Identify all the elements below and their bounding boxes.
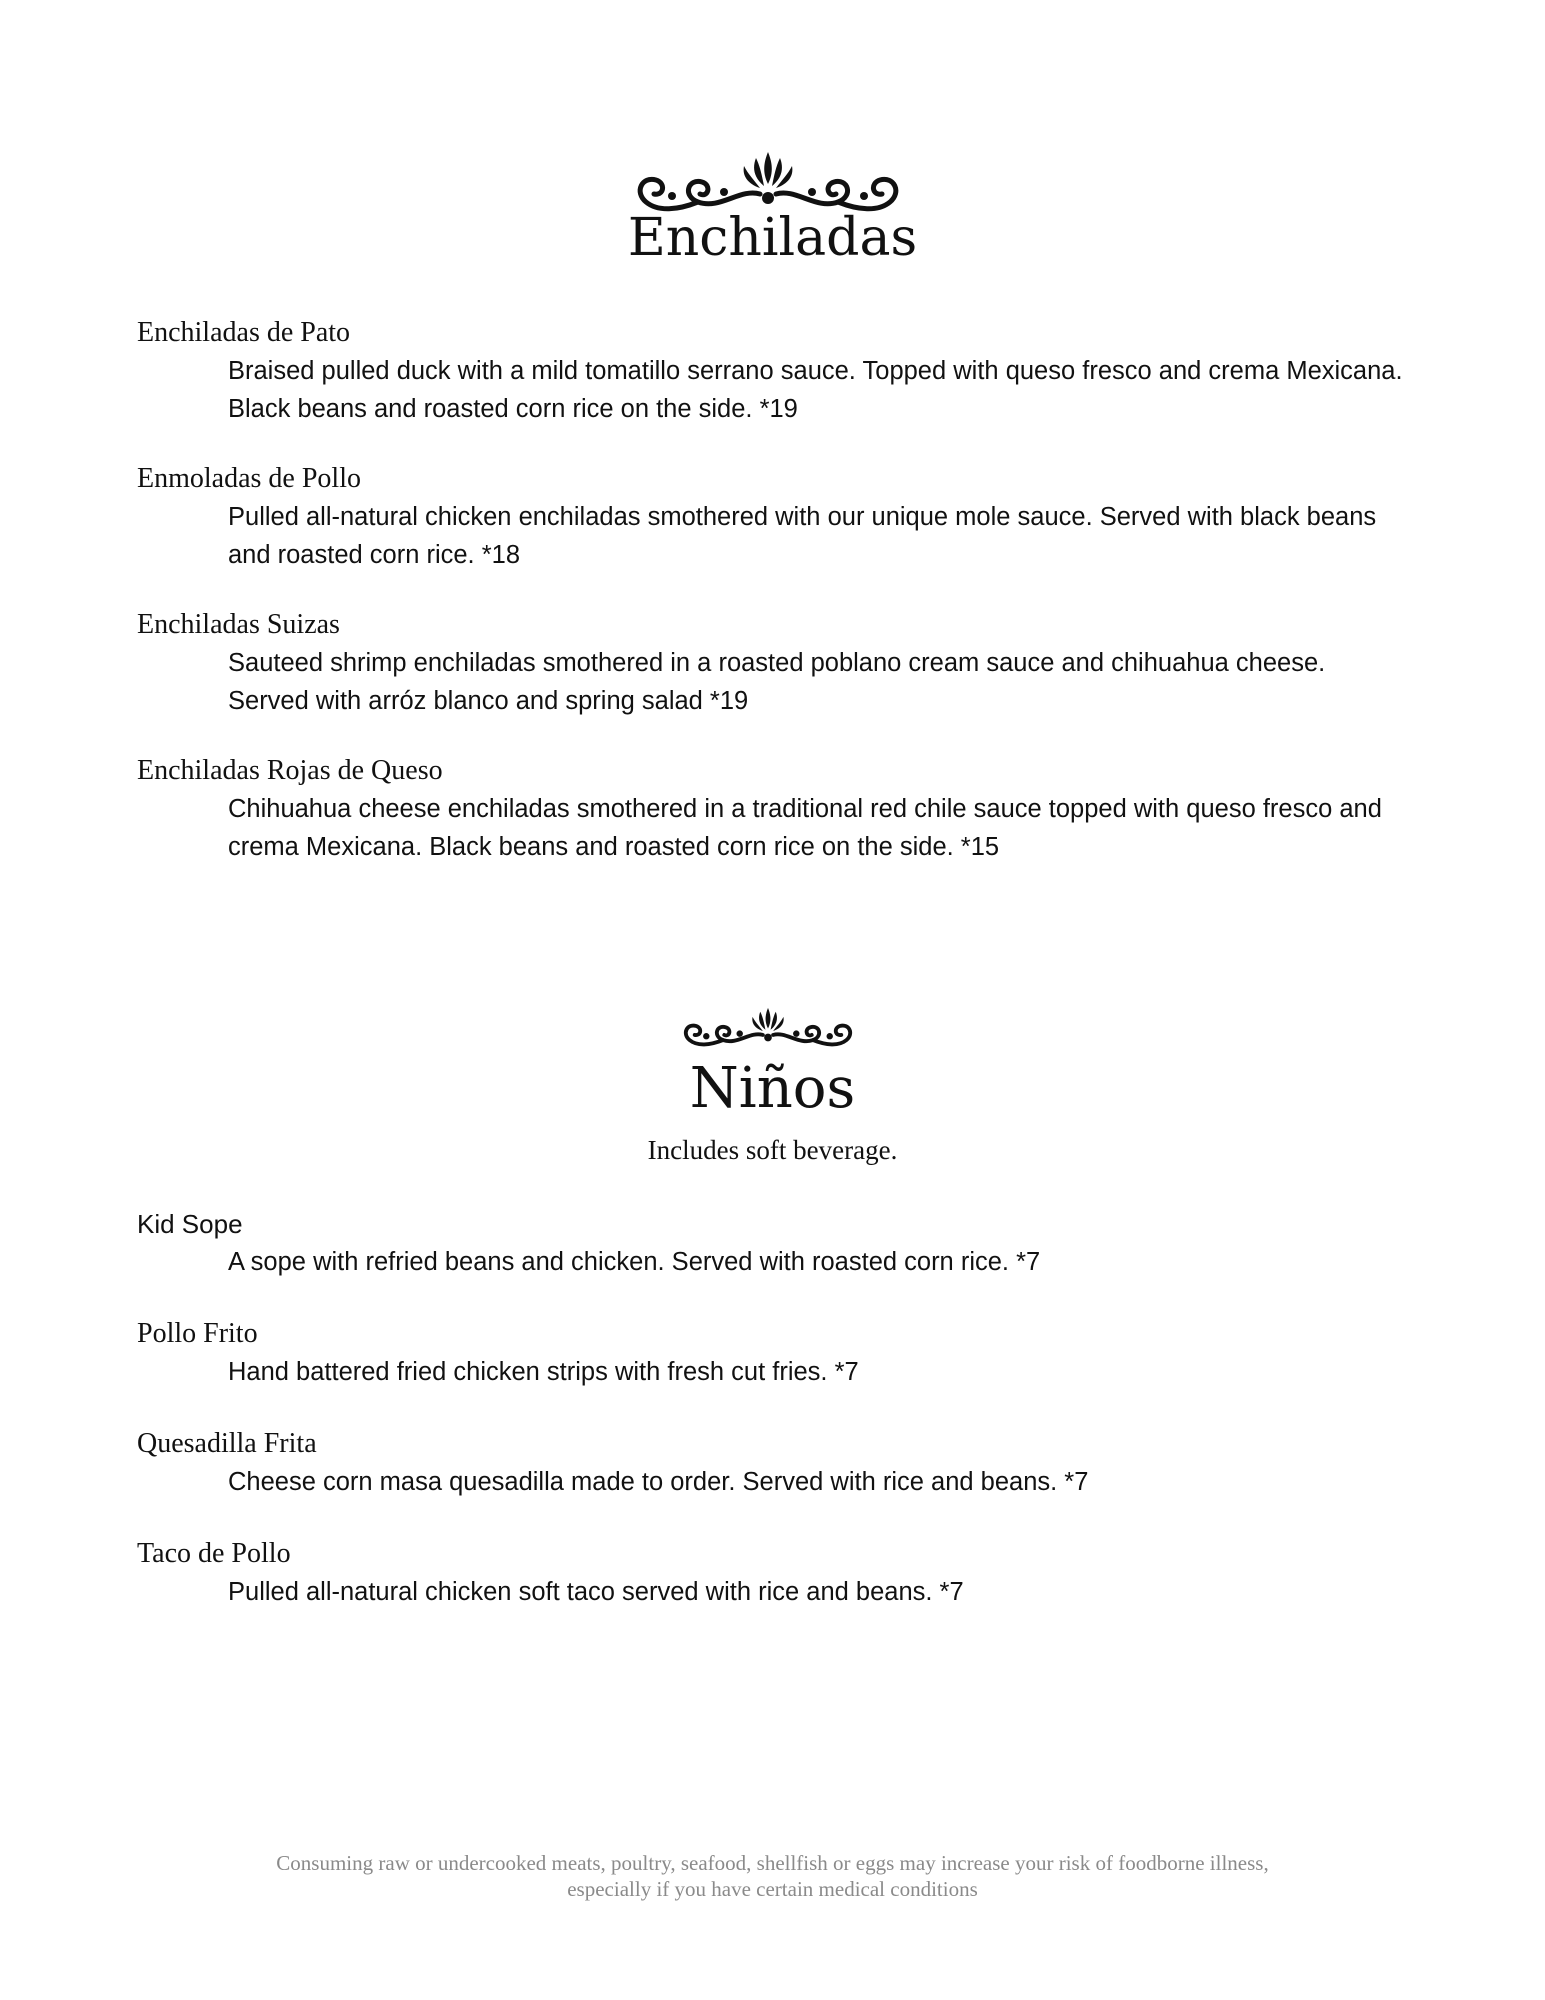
item-name: Pollo Frito (137, 1318, 258, 1349)
item-name: Enchiladas Suizas (137, 609, 340, 640)
menu-item (137, 1425, 1417, 1501)
item-description: Sauteed shrimp enchiladas smothered in a roasted poblano cream sauce and chihuahua cheese. Served with arróz blanco and spring salad *19 (228, 649, 1326, 715)
health-disclaimer (0, 1850, 1545, 1902)
section-title-enchiladas: Enchiladas (627, 208, 918, 268)
item-name: Enchiladas de Pato (137, 317, 351, 348)
disclaimer-line-2: especially if you have certain medical conditions (567, 1877, 978, 1901)
item-description: Cheese corn masa quesadilla made to order. Served with rice and beans. *7 (228, 1468, 1089, 1496)
item-description: Hand battered fried chicken strips with fresh cut fries. *7 (228, 1358, 859, 1386)
menu-item (137, 314, 1417, 428)
menu-item (137, 1205, 1417, 1281)
scroll-ornament-icon (678, 1005, 858, 1061)
section-title-ninos: Niños (689, 1056, 856, 1121)
item-description: Pulled all-natural chicken enchiladas smothered with our unique mole sauce. Served with black beans and roasted corn rice. *18 (228, 503, 1377, 569)
item-name: Enchiladas Rojas de Queso (137, 755, 443, 786)
item-name: Kid Sope (137, 1209, 243, 1239)
disclaimer-line-1: Consuming raw or undercooked meats, poultry, seafood, shellfish or eggs may increase your risk of foodborne illness, (276, 1851, 1269, 1875)
section-subtitle: Includes soft beverage. (647, 1135, 898, 1165)
menu-item (137, 1315, 1417, 1391)
item-name: Taco de Pollo (137, 1538, 291, 1569)
item-name: Quesadilla Frita (137, 1428, 317, 1459)
menu-item (137, 752, 1417, 866)
menu-item (137, 606, 1417, 720)
item-name: Enmoladas de Pollo (137, 463, 361, 494)
item-description: Chihuahua cheese enchiladas smothered in a traditional red chile sauce topped with queso fresco and crema Mexicana. Black beans and roasted corn rice on the side. *15 (228, 795, 1382, 861)
item-description: A sope with refried beans and chicken. Served with roasted corn rice. *7 (228, 1248, 1041, 1276)
item-description: Pulled all-natural chicken soft taco served with rice and beans. *7 (228, 1578, 964, 1606)
menu-item (137, 460, 1417, 574)
item-description: Braised pulled duck with a mild tomatillo serrano sauce. Topped with queso fresco and crema Mexicana. Black beans and roasted corn rice on the side. *19 (228, 357, 1403, 423)
menu-item (137, 1535, 1417, 1611)
